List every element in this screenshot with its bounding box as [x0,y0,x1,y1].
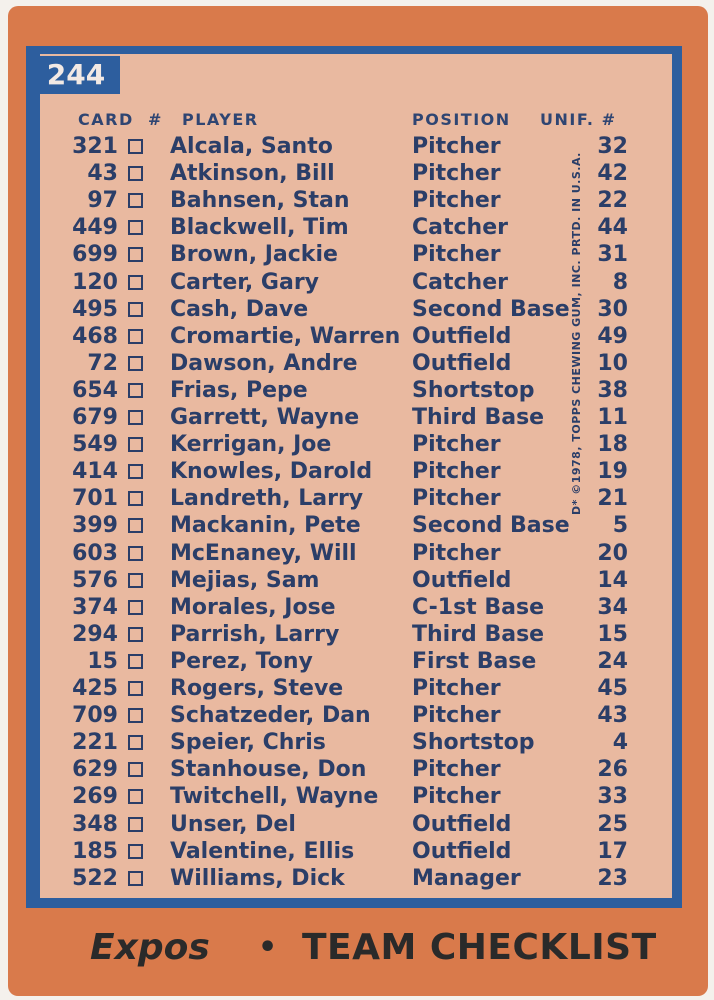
checklist-row [0,621,714,648]
checkbox[interactable] [128,844,143,859]
uniform-number: 14 [597,567,628,593]
checkbox[interactable] [128,383,143,398]
card-number-cell: 321 [72,134,118,159]
checkbox[interactable] [128,356,143,371]
player-position: Pitcher [412,188,501,214]
player-name: Unser, Del [170,811,296,837]
player-name: Brown, Jackie [170,242,338,268]
checklist-row [0,404,714,431]
checkbox[interactable] [128,762,143,777]
checkbox[interactable] [128,817,143,832]
player-name: Mackanin, Pete [170,513,361,539]
header-position: POSITION [412,110,511,129]
player-name: Frias, Pepe [170,377,308,403]
uniform-number: 34 [597,594,628,620]
player-position: Outfield [412,323,512,349]
player-position: Outfield [412,567,512,593]
card-number-cell: 43 [87,161,118,187]
card-number-cell: 15 [87,648,118,674]
card-number-cell: 549 [72,432,118,458]
uniform-number: 42 [597,161,628,187]
player-name: Alcala, Santo [170,134,333,159]
uniform-number: 4 [612,730,628,756]
player-name: Williams, Dick [170,865,345,891]
checklist-row [0,783,714,810]
player-name: Rogers, Steve [170,676,344,701]
card-number-cell: 603 [72,540,118,566]
checklist-row [0,133,714,160]
checkbox[interactable] [128,410,143,425]
player-position: Pitcher [412,459,501,485]
player-name: Blackwell, Tim [170,215,349,241]
card-number: 244 [32,56,120,94]
card-number-cell: 399 [72,513,118,539]
checkbox[interactable] [128,329,143,344]
player-position: Pitcher [412,676,501,701]
card-number-cell: 709 [72,703,118,729]
uniform-number: 22 [597,188,628,214]
card-number-cell: 576 [72,567,118,593]
checkbox[interactable] [128,166,143,181]
player-position: Pitcher [412,703,501,729]
uniform-number: 11 [597,405,628,430]
checkbox[interactable] [128,600,143,615]
card-number-cell: 269 [72,784,118,810]
player-position: Pitcher [412,242,501,268]
card-number-cell: 72 [87,350,118,376]
uniform-number: 17 [597,838,628,864]
player-position: Outfield [412,811,512,837]
checkbox[interactable] [128,302,143,317]
header-card: CARD [78,110,134,129]
player-name: Stanhouse, Don [170,757,367,783]
player-name: Perez, Tony [170,648,313,674]
player-name: Landreth, Larry [170,486,364,512]
player-name: Parrish, Larry [170,621,340,647]
checkbox[interactable] [128,681,143,696]
checkbox[interactable] [128,573,143,588]
player-name: Carter, Gary [170,269,320,295]
card-number-cell: 699 [72,242,118,268]
checklist-row [0,214,714,241]
uniform-number: 24 [597,648,628,674]
player-position: Pitcher [412,486,501,512]
checklist-title: TEAM CHECKLIST [302,927,657,968]
player-position: Pitcher [412,757,501,783]
checklist-row [0,187,714,214]
checkbox[interactable] [128,275,143,290]
header-player: PLAYER [182,110,259,129]
uniform-number: 18 [597,432,628,458]
card-number-cell: 629 [72,757,118,783]
uniform-number: 49 [597,323,628,349]
checklist-row [0,756,714,783]
checkbox[interactable] [128,735,143,750]
player-name: Atkinson, Bill [170,161,335,187]
header-unif: UNIF. # [540,110,617,129]
checklist-row [0,865,714,892]
player-name: Cromartie, Warren [170,323,401,349]
player-position: Shortstop [412,377,535,403]
checklist-row [0,648,714,675]
uniform-number: 19 [597,459,628,485]
checklist-row [0,458,714,485]
player-name: Morales, Jose [170,594,336,620]
uniform-number: 8 [612,269,628,295]
checklist-row [0,269,714,296]
player-name: Bahnsen, Stan [170,188,350,214]
uniform-number: 5 [612,513,628,539]
uniform-number: 21 [597,486,628,512]
player-position: Third Base [412,621,545,647]
checklist-row [0,323,714,350]
player-position: Pitcher [412,540,501,566]
checkbox[interactable] [128,247,143,262]
player-position: Shortstop [412,730,535,756]
card-number-cell: 414 [72,459,118,485]
player-name: Twitchell, Wayne [170,784,379,810]
checkbox[interactable] [128,464,143,479]
player-name: Speier, Chris [170,730,326,756]
player-position: Pitcher [412,161,501,187]
player-name: Schatzeder, Dan [170,703,371,729]
card-number-cell: 294 [72,621,118,647]
checkbox[interactable] [128,871,143,886]
card-number-cell: 679 [72,405,118,430]
uniform-number: 32 [597,134,628,159]
uniform-number: 31 [597,242,628,268]
checkbox[interactable] [128,654,143,669]
checklist-row [0,350,714,377]
card-number-cell: 374 [72,594,118,620]
checkbox[interactable] [128,220,143,235]
card-number-cell: 654 [72,377,118,403]
uniform-number: 30 [597,296,628,322]
card-number-cell: 701 [72,486,118,512]
player-name: Mejias, Sam [170,567,320,593]
checklist-row [0,296,714,323]
player-position: Second Base [412,296,570,322]
player-name: Kerrigan, Joe [170,432,332,458]
card-number-cell: 348 [72,811,118,837]
checkbox[interactable] [128,518,143,533]
uniform-number: 26 [597,757,628,783]
uniform-number: 33 [597,784,628,810]
player-position: Catcher [412,215,508,241]
checklist-row [0,567,714,594]
player-position: Outfield [412,350,512,376]
checklist-row [0,485,714,512]
player-position: Pitcher [412,784,501,810]
uniform-number: 43 [597,703,628,729]
player-position: Pitcher [412,432,501,458]
player-name: Valentine, Ellis [170,838,355,864]
uniform-number: 44 [597,215,628,241]
player-name: Dawson, Andre [170,350,358,376]
checkbox[interactable] [128,437,143,452]
separator-dot: • [258,930,278,965]
checkbox[interactable] [128,708,143,723]
team-name: Expos [90,927,210,968]
checkbox[interactable] [128,627,143,642]
card-number-cell: 495 [72,296,118,322]
uniform-number: 45 [597,676,628,701]
card-number-cell: 120 [72,269,118,295]
player-position: Third Base [412,405,545,430]
checkbox[interactable] [128,491,143,506]
player-name: Cash, Dave [170,296,309,322]
checklist-row [0,512,714,539]
header-hash: # [148,110,163,129]
player-name: Garrett, Wayne [170,405,360,430]
player-position: C-1st Base [412,594,544,620]
player-position: Manager [412,865,521,891]
card-number-cell: 97 [87,188,118,214]
card-number-cell: 185 [72,838,118,864]
card-number-cell: 449 [72,215,118,241]
uniform-number: 10 [597,350,628,376]
checklist-row [0,838,714,865]
checklist-row [0,241,714,268]
uniform-number: 20 [597,540,628,566]
checklist-row [0,540,714,567]
card-footer [0,920,714,976]
uniform-number: 38 [597,377,628,403]
checklist-row [0,160,714,187]
player-position: Pitcher [412,134,501,159]
checklist-row [0,675,714,702]
checkbox[interactable] [128,193,143,208]
checklist-row [0,729,714,756]
copyright-line: D* ©1978, TOPPS CHEWING GUM, INC. PRTD. IN U.S.A. [570,152,583,515]
uniform-number: 15 [597,621,628,647]
checklist-row [0,431,714,458]
checklist-row [0,702,714,729]
card-number-cell: 425 [72,676,118,701]
card-number-cell: 522 [72,865,118,891]
checklist-row [0,811,714,838]
player-position: Second Base [412,513,570,539]
uniform-number: 25 [597,811,628,837]
checkbox[interactable] [128,139,143,154]
checklist-row [0,594,714,621]
player-position: First Base [412,648,537,674]
player-position: Outfield [412,838,512,864]
checkbox[interactable] [128,789,143,804]
player-position: Catcher [412,269,508,295]
uniform-number: 23 [597,865,628,891]
card-number-cell: 468 [72,323,118,349]
player-name: McEnaney, Will [170,540,357,566]
card-number-cell: 221 [72,730,118,756]
checklist-row [0,377,714,404]
player-name: Knowles, Darold [170,459,373,485]
checkbox[interactable] [128,546,143,561]
